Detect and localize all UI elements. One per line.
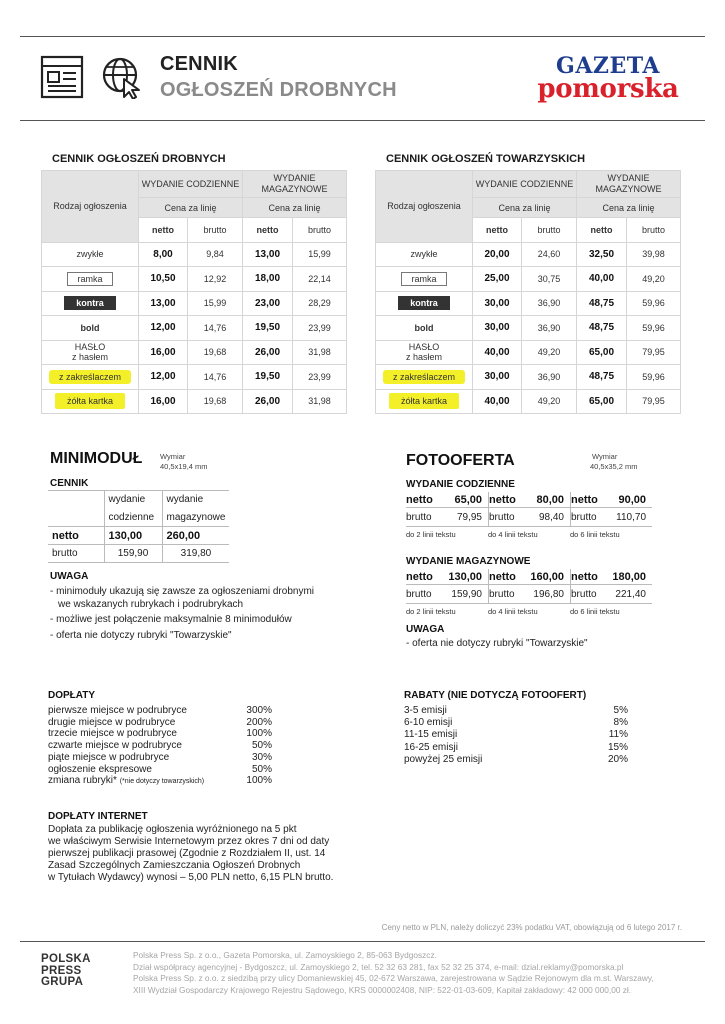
price-cell: 31,98 bbox=[293, 389, 347, 414]
list-item bbox=[404, 729, 628, 741]
foto-brutto-row bbox=[570, 585, 652, 604]
price-cell: 19,50 bbox=[243, 365, 293, 390]
table-row bbox=[376, 316, 681, 341]
fotooferta-magazynowe-prices bbox=[406, 569, 652, 620]
row-label: zwykłe bbox=[376, 242, 473, 267]
logo-line: GRUPA bbox=[41, 976, 84, 988]
col-codzienne: codzienne bbox=[104, 509, 162, 527]
cena-za-linie: Cena za linię bbox=[473, 198, 577, 218]
item-value: 30% bbox=[251, 751, 272, 763]
table-row bbox=[376, 389, 681, 414]
rabaty-title: RABATY (NIE DOTYCZĄ FOTOOFERT) bbox=[404, 690, 587, 701]
polska-press-logo bbox=[41, 954, 91, 989]
item-label-text: drugie miejsce w podrubryce bbox=[48, 716, 176, 728]
item-value: 50% bbox=[251, 740, 272, 752]
row-label-tag: kontra bbox=[64, 296, 116, 310]
row-label-line: z hasłem bbox=[71, 352, 108, 363]
price-cell: 15,99 bbox=[293, 242, 347, 267]
col-wydanie-2: wydanie bbox=[162, 491, 229, 509]
item-label-text: ogłoszenie ekspresowe bbox=[48, 763, 152, 775]
item-label-text: piąte miejsce w podrubryce bbox=[48, 751, 170, 763]
item-label bbox=[48, 764, 246, 776]
foto-netto-row bbox=[488, 569, 570, 585]
internet-text: Dopłata za publikację ogłoszenia wyróżnionego na 5 pkt we właściwym Serwisie Internetowym przez okres 7 dni od daty pierwszej publikacji prasowej (Zgodnie z Rozdziałem II, ust. 14 Zasad Szczególnych Zamieszczania Ogłoszeń Drobnych w Tytułach Wydawcy) wynosi – 5,00 PLN netto, 6,15 PLN brutto. bbox=[48, 824, 334, 884]
table-row bbox=[376, 340, 681, 365]
price-cell: 31,98 bbox=[293, 340, 347, 365]
foto-note: do 4 linii tekstu bbox=[488, 530, 538, 539]
row-label-line: HASŁO bbox=[408, 342, 440, 353]
fotooferta-note: - oferta nie dotyczy rubryki "Towarzyskie" bbox=[406, 638, 588, 649]
price-cell: 79,95 bbox=[627, 340, 681, 365]
footer-address: Polska Press Sp. z o.o., Gazeta Pomorska, ul. Zamoyskiego 2, 85-063 Bydgoszcz. Dział współpracy agencyjnej - Bydgoszcz, ul. Zamoyskiego 2, tel. 52 32 63 281, fax 52 32 25 374, e-mail: dzial.reklamy@pomorska.pl Polska Press Sp. z o.o. z siedzibą przy ulicy Domaniewskiej 45, 02-672 Warszawa, zarejestrowana w Sądzie Rejonowym dla m.st. Warszawy, XIII Wydział Gospodarczy Krajowego Rejestru Sądowego, KRS 0000002408, NIP: 522-01-03-609, Kapitał zakładowy: 42 000 000,00 zł. bbox=[133, 950, 654, 995]
item-label: 11-15 emisji bbox=[404, 729, 458, 741]
item-value: 100% bbox=[246, 775, 272, 787]
price-cell: 30,00 bbox=[473, 291, 522, 316]
item-value: 200% bbox=[246, 716, 272, 728]
table-row bbox=[42, 365, 347, 390]
list-item bbox=[48, 728, 272, 740]
price-cell: 12,00 bbox=[139, 316, 188, 341]
col-wydanie: wydanie bbox=[104, 491, 162, 509]
logo-line: POLSKA bbox=[41, 953, 91, 965]
fotooferta-title: FOTOOFERTA bbox=[406, 452, 515, 469]
item-value: 8% bbox=[613, 717, 628, 729]
price-cell: 65,00 bbox=[577, 340, 627, 365]
price-cell: 59,96 bbox=[627, 365, 681, 390]
price-cell: 39,98 bbox=[627, 242, 681, 267]
logo-bottom: pomorska bbox=[537, 73, 679, 104]
price-cell: 16,00 bbox=[139, 389, 188, 414]
header-rule bbox=[20, 120, 705, 121]
item-label: powyżej 25 emisji bbox=[404, 753, 483, 765]
brutto-value: 79,95 bbox=[456, 512, 482, 523]
dim-label: Wymiar bbox=[160, 452, 186, 461]
row-label bbox=[42, 291, 139, 316]
row-label-tag: żółta kartka bbox=[55, 393, 125, 409]
price-cell: 30,75 bbox=[522, 267, 577, 292]
drobne-title: CENNIK OGŁOSZEŃ DROBNYCH bbox=[52, 153, 226, 165]
note: - oferta nie dotyczy rubryki "Towarzyskie" bbox=[50, 629, 232, 641]
table-row bbox=[376, 365, 681, 390]
foto-brutto-row bbox=[570, 508, 652, 527]
item-value: 15% bbox=[607, 741, 628, 753]
netto-value: 80,00 bbox=[536, 494, 564, 506]
price-cell: 14,76 bbox=[188, 316, 243, 341]
item-value: 50% bbox=[251, 763, 272, 775]
netto-label: netto bbox=[406, 494, 433, 506]
footer-rule bbox=[20, 941, 705, 942]
brutto-value: 159,90 bbox=[451, 589, 482, 600]
brutto-value: 196,80 bbox=[533, 589, 564, 600]
netto-header: netto bbox=[473, 218, 522, 243]
price-cell: 36,90 bbox=[522, 365, 577, 390]
price-cell: 23,99 bbox=[293, 365, 347, 390]
item-label bbox=[48, 717, 246, 729]
col-magazynowe: WYDANIE MAGAZYNOWE bbox=[577, 171, 681, 198]
row-label bbox=[376, 267, 473, 292]
netto-value: 130,00 bbox=[448, 571, 482, 583]
netto-label: netto bbox=[571, 571, 598, 583]
row-label bbox=[42, 340, 139, 365]
item-label: 16-25 emisji bbox=[404, 741, 458, 753]
price-cell: 22,14 bbox=[293, 267, 347, 292]
foto-price-cell bbox=[570, 492, 652, 543]
table-row bbox=[376, 291, 681, 316]
item-value: 5% bbox=[613, 705, 628, 716]
netto-label: netto bbox=[489, 571, 516, 583]
item-label-text: trzecie miejsce w podrubryce bbox=[48, 728, 177, 740]
foto-brutto-row bbox=[488, 508, 570, 527]
vat-note: Ceny netto w PLN, należy doliczyć 23% podatku VAT, obowiązują od 6 lutego 2017 r. bbox=[381, 923, 682, 932]
list-item bbox=[48, 775, 272, 788]
netto-label: netto bbox=[571, 494, 598, 506]
row-label bbox=[42, 365, 139, 390]
price-cell: 14,76 bbox=[188, 365, 243, 390]
price-cell: 25,00 bbox=[473, 267, 522, 292]
foto-netto-row bbox=[406, 569, 488, 585]
price-cell: 19,68 bbox=[188, 340, 243, 365]
price-cell: 23,00 bbox=[243, 291, 293, 316]
dim-value: 40,5x19,4 mm bbox=[160, 462, 208, 471]
row-label bbox=[376, 291, 473, 316]
table-row bbox=[42, 340, 347, 365]
row-label: bold bbox=[376, 316, 473, 341]
foto-netto-row bbox=[570, 492, 652, 508]
price-cell: 20,00 bbox=[473, 242, 522, 267]
brutto-label: brutto bbox=[406, 512, 432, 523]
foto-price-cell bbox=[406, 569, 488, 620]
price-cell: 8,00 bbox=[139, 242, 188, 267]
netto-codzienne: 130,00 bbox=[104, 527, 162, 545]
item-label bbox=[48, 740, 246, 752]
dim-value: 40,5x35,2 mm bbox=[590, 462, 638, 471]
fotooferta-magazynowe-title: WYDANIE MAGAZYNOWE bbox=[406, 556, 531, 567]
foto-note: do 4 linii tekstu bbox=[488, 607, 538, 616]
header-row bbox=[42, 171, 347, 198]
note: - możliwe jest połączenie maksymalnie 8 minimodułów bbox=[50, 614, 292, 625]
item-value: 100% bbox=[246, 728, 272, 740]
fotooferta-uwaga: UWAGA bbox=[406, 624, 445, 635]
minimodul-notes bbox=[50, 586, 314, 645]
price-cell: 12,00 bbox=[139, 365, 188, 390]
list-item bbox=[404, 705, 628, 717]
fotooferta-dimension bbox=[590, 452, 638, 472]
foto-price-cell bbox=[488, 492, 570, 543]
item-label: 6-10 emisji bbox=[404, 717, 453, 729]
price-cell: 19,50 bbox=[243, 316, 293, 341]
foto-price-cell bbox=[406, 492, 488, 543]
foto-price-cell bbox=[488, 569, 570, 620]
drobne-price-table bbox=[41, 170, 347, 414]
price-cell: 36,90 bbox=[522, 316, 577, 341]
table-row bbox=[42, 291, 347, 316]
col-codzienne: WYDANIE CODZIENNE bbox=[473, 171, 577, 198]
cena-za-linie: Cena za linię bbox=[139, 198, 243, 218]
minimodul-title: MINIMODUŁ bbox=[50, 450, 143, 467]
fotooferta-codzienne-title: WYDANIE CODZIENNE bbox=[406, 479, 515, 490]
row-label-tag: żółta kartka bbox=[389, 393, 459, 409]
list-item bbox=[48, 740, 272, 752]
internet-title: DOPŁATY INTERNET bbox=[48, 811, 148, 822]
header-row bbox=[376, 171, 681, 198]
netto-value: 160,00 bbox=[530, 571, 564, 583]
gazeta-pomorska-logo bbox=[528, 53, 688, 104]
netto-label: netto bbox=[406, 571, 433, 583]
brutto-label: brutto bbox=[571, 589, 597, 600]
row-label bbox=[376, 340, 473, 365]
web-click-icon bbox=[100, 55, 144, 99]
list-item bbox=[48, 717, 272, 729]
cena-za-linie: Cena za linię bbox=[243, 198, 347, 218]
row-label-tag: kontra bbox=[398, 296, 450, 310]
table-row bbox=[376, 267, 681, 292]
price-cell: 26,00 bbox=[243, 389, 293, 414]
row-label-line: HASŁO bbox=[74, 342, 106, 353]
item-label-text: zmiana rubryki* bbox=[48, 775, 117, 787]
row-label-line: z hasłem bbox=[405, 352, 442, 363]
logo-line: PRESS bbox=[41, 964, 82, 977]
table-row bbox=[376, 242, 681, 267]
col-magazynowe: magazynowe bbox=[162, 509, 229, 527]
brutto-value: 110,70 bbox=[616, 512, 646, 523]
netto-value: 180,00 bbox=[612, 571, 646, 583]
netto-magazynowe: 260,00 bbox=[162, 527, 229, 545]
towarzyskie-price-table bbox=[375, 170, 681, 414]
item-label-note: (*nie dotyczy towarzyskich) bbox=[119, 778, 205, 786]
brutto-codzienne: 159,90 bbox=[104, 545, 162, 563]
page-subtitle: OGŁOSZEŃ DROBNYCH bbox=[160, 79, 397, 101]
brutto-label: brutto bbox=[48, 545, 104, 563]
price-cell: 48,75 bbox=[577, 291, 627, 316]
price-cell: 12,92 bbox=[188, 267, 243, 292]
list-item bbox=[404, 717, 628, 729]
foto-note: do 6 linii tekstu bbox=[570, 530, 620, 539]
foto-brutto-row bbox=[406, 585, 488, 604]
list-item bbox=[48, 764, 272, 776]
price-cell: 49,20 bbox=[522, 389, 577, 414]
price-cell: 49,20 bbox=[522, 340, 577, 365]
item-label bbox=[48, 728, 246, 740]
brutto-header: brutto bbox=[188, 218, 243, 243]
brutto-label: brutto bbox=[571, 512, 597, 523]
netto-label: netto bbox=[48, 527, 104, 545]
netto-value: 90,00 bbox=[618, 494, 646, 506]
price-cell: 40,00 bbox=[473, 340, 522, 365]
price-cell: 65,00 bbox=[577, 389, 627, 414]
item-value: 20% bbox=[607, 753, 628, 765]
col-rodzaj: Rodzaj ogłoszenia bbox=[42, 171, 139, 243]
price-cell: 16,00 bbox=[139, 340, 188, 365]
col-codzienne: WYDANIE CODZIENNE bbox=[139, 171, 243, 198]
netto-label: netto bbox=[489, 494, 516, 506]
netto-header: netto bbox=[139, 218, 188, 243]
foto-note: do 2 linii tekstu bbox=[406, 530, 456, 539]
row-label bbox=[42, 389, 139, 414]
row-label: bold bbox=[42, 316, 139, 341]
note: - minimoduły ukazują się zawsze za ogłoszeniami drobnymi bbox=[50, 586, 314, 597]
foto-netto-row bbox=[570, 569, 652, 585]
brutto-magazynowe: 319,80 bbox=[162, 545, 229, 563]
page-title: CENNIK bbox=[160, 53, 238, 75]
price-cell: 40,00 bbox=[577, 267, 627, 292]
item-label bbox=[48, 752, 246, 764]
rabaty-list bbox=[404, 705, 628, 766]
row-label bbox=[42, 267, 139, 292]
netto-header: netto bbox=[243, 218, 293, 243]
list-item bbox=[404, 742, 628, 754]
netto-header: netto bbox=[577, 218, 627, 243]
price-cell: 13,00 bbox=[139, 291, 188, 316]
row-label bbox=[376, 365, 473, 390]
price-cell: 28,29 bbox=[293, 291, 347, 316]
brutto-label: brutto bbox=[489, 589, 515, 600]
price-cell: 9,84 bbox=[188, 242, 243, 267]
newspaper-icon bbox=[40, 55, 84, 99]
row-label-tag: z zakreślaczem bbox=[49, 370, 131, 384]
cena-za-linie: Cena za linię bbox=[577, 198, 681, 218]
price-cell: 26,00 bbox=[243, 340, 293, 365]
price-cell: 15,99 bbox=[188, 291, 243, 316]
doplaty-title: DOPŁATY bbox=[48, 690, 96, 701]
brutto-label: brutto bbox=[489, 512, 515, 523]
foto-brutto-row bbox=[406, 508, 488, 527]
table-row bbox=[42, 316, 347, 341]
minimodul-price-table bbox=[48, 490, 229, 563]
list-item bbox=[404, 754, 628, 766]
dim-label: Wymiar bbox=[592, 452, 618, 461]
price-cell: 30,00 bbox=[473, 365, 522, 390]
doplaty-list bbox=[48, 705, 272, 788]
price-cell: 40,00 bbox=[473, 389, 522, 414]
price-cell: 59,96 bbox=[627, 316, 681, 341]
item-label-text: czwarte miejsce w podrubryce bbox=[48, 740, 182, 752]
brutto-header: brutto bbox=[627, 218, 681, 243]
minimodul-cennik-label: CENNIK bbox=[50, 478, 89, 489]
row-label-tag: ramka bbox=[67, 272, 112, 286]
minimodul-uwaga: UWAGA bbox=[50, 571, 89, 582]
row-label: zwykłe bbox=[42, 242, 139, 267]
foto-note: do 2 linii tekstu bbox=[406, 607, 456, 616]
list-item bbox=[48, 705, 272, 717]
item-value: 300% bbox=[246, 705, 272, 716]
note: we wskazanych rubrykach i podrubrykach bbox=[58, 598, 244, 610]
price-cell: 19,68 bbox=[188, 389, 243, 414]
foto-netto-row bbox=[406, 492, 488, 508]
item-value: 11% bbox=[608, 729, 628, 741]
price-cell: 59,96 bbox=[627, 291, 681, 316]
top-rule bbox=[20, 36, 705, 37]
col-magazynowe: WYDANIE MAGAZYNOWE bbox=[243, 171, 347, 198]
price-cell: 23,99 bbox=[293, 316, 347, 341]
foto-note: do 6 linii tekstu bbox=[570, 607, 620, 616]
price-cell: 36,90 bbox=[522, 291, 577, 316]
row-label bbox=[376, 389, 473, 414]
table-row bbox=[42, 242, 347, 267]
col-rodzaj: Rodzaj ogłoszenia bbox=[376, 171, 473, 243]
list-item bbox=[48, 752, 272, 764]
price-cell: 30,00 bbox=[473, 316, 522, 341]
brutto-value: 221,40 bbox=[615, 589, 646, 600]
price-cell: 13,00 bbox=[243, 242, 293, 267]
price-cell: 18,00 bbox=[243, 267, 293, 292]
brutto-header: brutto bbox=[293, 218, 347, 243]
row-label-tag: z zakreślaczem bbox=[383, 370, 465, 384]
fotooferta-codzienne-prices bbox=[406, 492, 652, 543]
brutto-value: 98,40 bbox=[538, 512, 564, 523]
row-label-tag: ramka bbox=[401, 272, 446, 286]
foto-price-cell bbox=[570, 569, 652, 620]
item-label-text: pierwsze miejsce w podrubryce bbox=[48, 705, 187, 716]
item-label: 3-5 emisji bbox=[404, 705, 447, 716]
table-row bbox=[42, 267, 347, 292]
towarzyskie-title: CENNIK OGŁOSZEŃ TOWARZYSKICH bbox=[386, 153, 586, 165]
price-cell: 24,60 bbox=[522, 242, 577, 267]
price-cell: 10,50 bbox=[139, 267, 188, 292]
price-cell: 48,75 bbox=[577, 316, 627, 341]
logo-top: GAZETA bbox=[556, 53, 660, 79]
minimodul-dimension bbox=[160, 452, 208, 472]
price-cell: 48,75 bbox=[577, 365, 627, 390]
brutto-label: brutto bbox=[406, 589, 432, 600]
item-label bbox=[48, 775, 246, 788]
item-label bbox=[48, 705, 246, 717]
table-row bbox=[42, 389, 347, 414]
price-cell: 49,20 bbox=[627, 267, 681, 292]
price-cell: 79,95 bbox=[627, 389, 681, 414]
price-cell: 32,50 bbox=[577, 242, 627, 267]
foto-brutto-row bbox=[488, 585, 570, 604]
brutto-header: brutto bbox=[522, 218, 577, 243]
netto-value: 65,00 bbox=[454, 494, 482, 506]
foto-netto-row bbox=[488, 492, 570, 508]
